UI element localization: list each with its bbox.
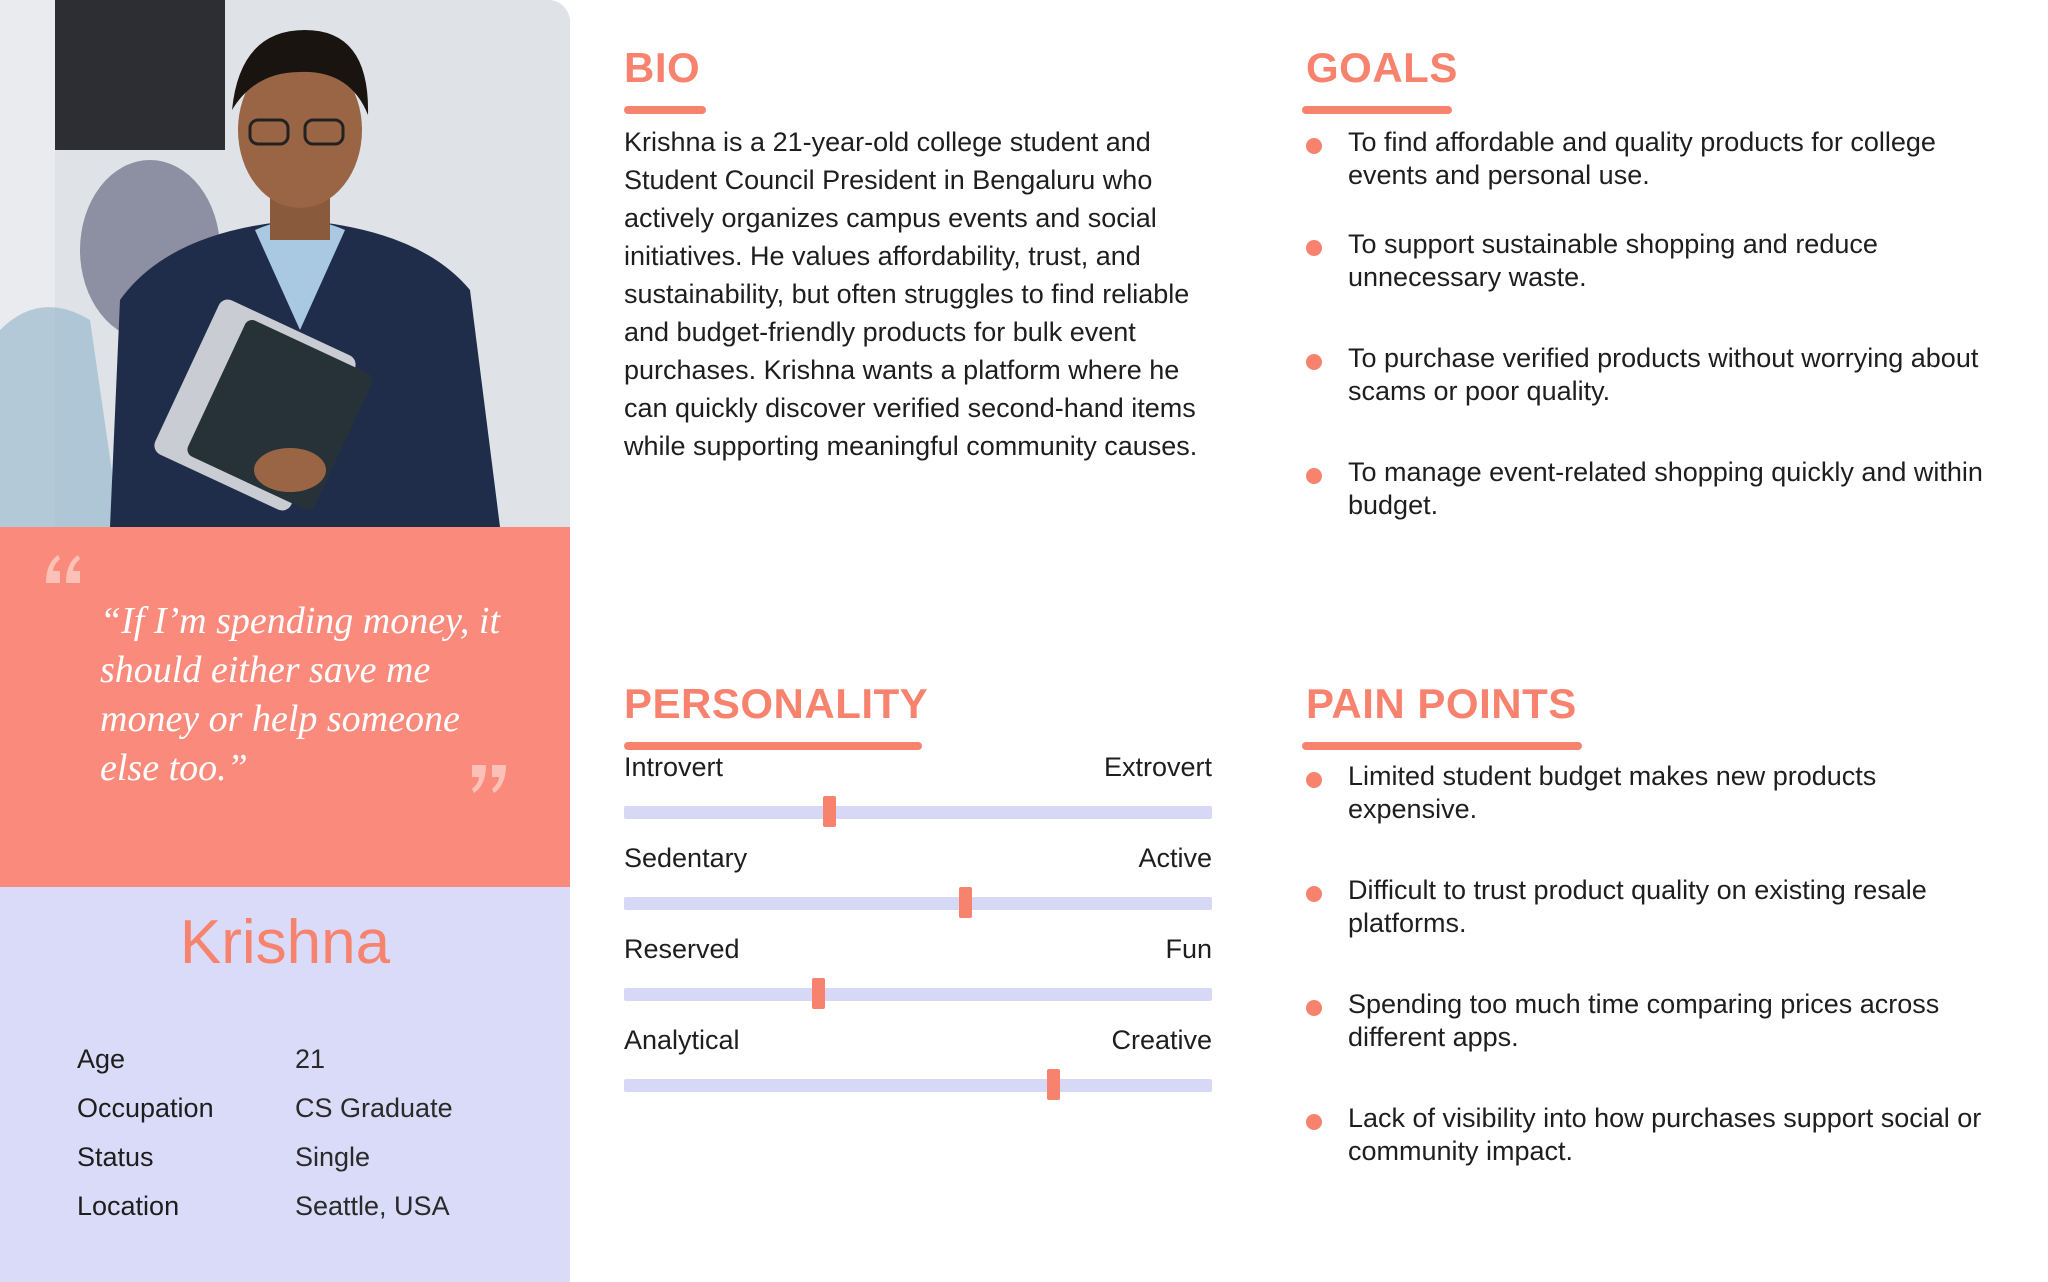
bio-text: Krishna is a 21-year-old college student and Student Council President in Bengaluru who actively organizes campus events and social initiatives. He values affordability, trust, and sustainability, but often struggles to find reliable and budget-friendly products for bulk event purchases. Krishna wants a platform where he can quickly discover verified second-hand items while supporting meaningful community causes. — [624, 127, 1198, 461]
trait-left-label: Analytical — [624, 1025, 740, 1055]
fact-label: Occupation — [77, 1093, 214, 1123]
list-item: To support sustainable shopping and reduce unnecessary waste. — [1306, 228, 2006, 294]
trait-slider — [624, 752, 1212, 843]
trait-slider — [624, 1025, 1212, 1116]
trait-right-label: Active — [1138, 843, 1212, 873]
trait-right-label: Fun — [1165, 934, 1212, 964]
bullet-icon — [1306, 240, 1322, 256]
personality-sliders — [624, 752, 1212, 1116]
fact-row-location — [77, 1182, 537, 1231]
persona-name: Krishna — [179, 908, 391, 977]
list-item: To manage event-related shopping quickly and within budget. — [1306, 456, 2006, 522]
personality-underline — [624, 742, 922, 750]
goals-list — [1306, 126, 2006, 522]
profile-panel — [0, 887, 570, 1282]
bullet-icon — [1306, 886, 1322, 902]
bullet-icon — [1306, 468, 1322, 484]
fact-row-status — [77, 1133, 537, 1182]
quote-panel — [0, 527, 570, 887]
bio-title: BIO — [624, 44, 701, 91]
trait-left-label: Sedentary — [624, 843, 748, 873]
bullet-icon — [1306, 138, 1322, 154]
persona-quote: “If I’m spending money, it should either save me money or help someone else too.” — [100, 600, 501, 789]
persona-facts — [77, 1035, 537, 1231]
goals-title: GOALS — [1306, 44, 1458, 91]
fact-value: Seattle, USA — [295, 1191, 450, 1221]
bullet-icon — [1306, 354, 1322, 370]
pain-points-list — [1306, 760, 2006, 1168]
persona-photo — [0, 0, 570, 527]
fact-value: Single — [295, 1142, 371, 1172]
trait-right-label: Extrovert — [1103, 752, 1212, 782]
slider-track — [624, 1079, 1212, 1092]
bio-underline — [624, 106, 706, 114]
slider-thumb — [1047, 1069, 1060, 1100]
fact-label: Status — [77, 1142, 154, 1172]
list-item: Lack of visibility into how purchases support social or community impact. — [1306, 1102, 2006, 1168]
open-quote-icon — [42, 549, 86, 589]
goals-underline — [1302, 106, 1452, 114]
slider-track — [624, 806, 1212, 819]
persona-card — [0, 0, 570, 1282]
pain-points-underline — [1302, 742, 1582, 750]
close-quote-icon — [466, 759, 510, 799]
bullet-icon — [1306, 1114, 1322, 1130]
list-item: To find affordable and quality products for college events and personal use. — [1306, 126, 2006, 192]
trait-left-label: Reserved — [624, 934, 740, 964]
bullet-icon — [1306, 1000, 1322, 1016]
list-item: Difficult to trust product quality on existing resale platforms. — [1306, 874, 2006, 940]
fact-row-occupation — [77, 1084, 537, 1133]
persona-photo-illustration — [0, 0, 570, 527]
slider-thumb — [959, 887, 972, 918]
list-item: To purchase verified products without worrying about scams or poor quality. — [1306, 342, 2006, 408]
slider-track — [624, 897, 1212, 910]
fact-row-age — [77, 1035, 537, 1084]
trait-slider — [624, 843, 1212, 934]
slider-thumb — [823, 796, 836, 827]
list-item: Limited student budget makes new products expensive. — [1306, 760, 2006, 826]
bullet-icon — [1306, 772, 1322, 788]
personality-title: PERSONALITY — [624, 680, 929, 727]
trait-left-label: Introvert — [624, 752, 724, 782]
trait-right-label: Creative — [1111, 1025, 1212, 1055]
slider-track — [624, 988, 1212, 1001]
pain-points-title: PAIN POINTS — [1306, 680, 1577, 727]
list-item: Spending too much time comparing prices across different apps. — [1306, 988, 2006, 1054]
fact-label: Age — [77, 1044, 126, 1074]
slider-thumb — [812, 978, 825, 1009]
fact-value: CS Graduate — [295, 1093, 453, 1123]
fact-label: Location — [77, 1191, 180, 1221]
fact-value: 21 — [295, 1044, 326, 1074]
trait-slider — [624, 934, 1212, 1025]
